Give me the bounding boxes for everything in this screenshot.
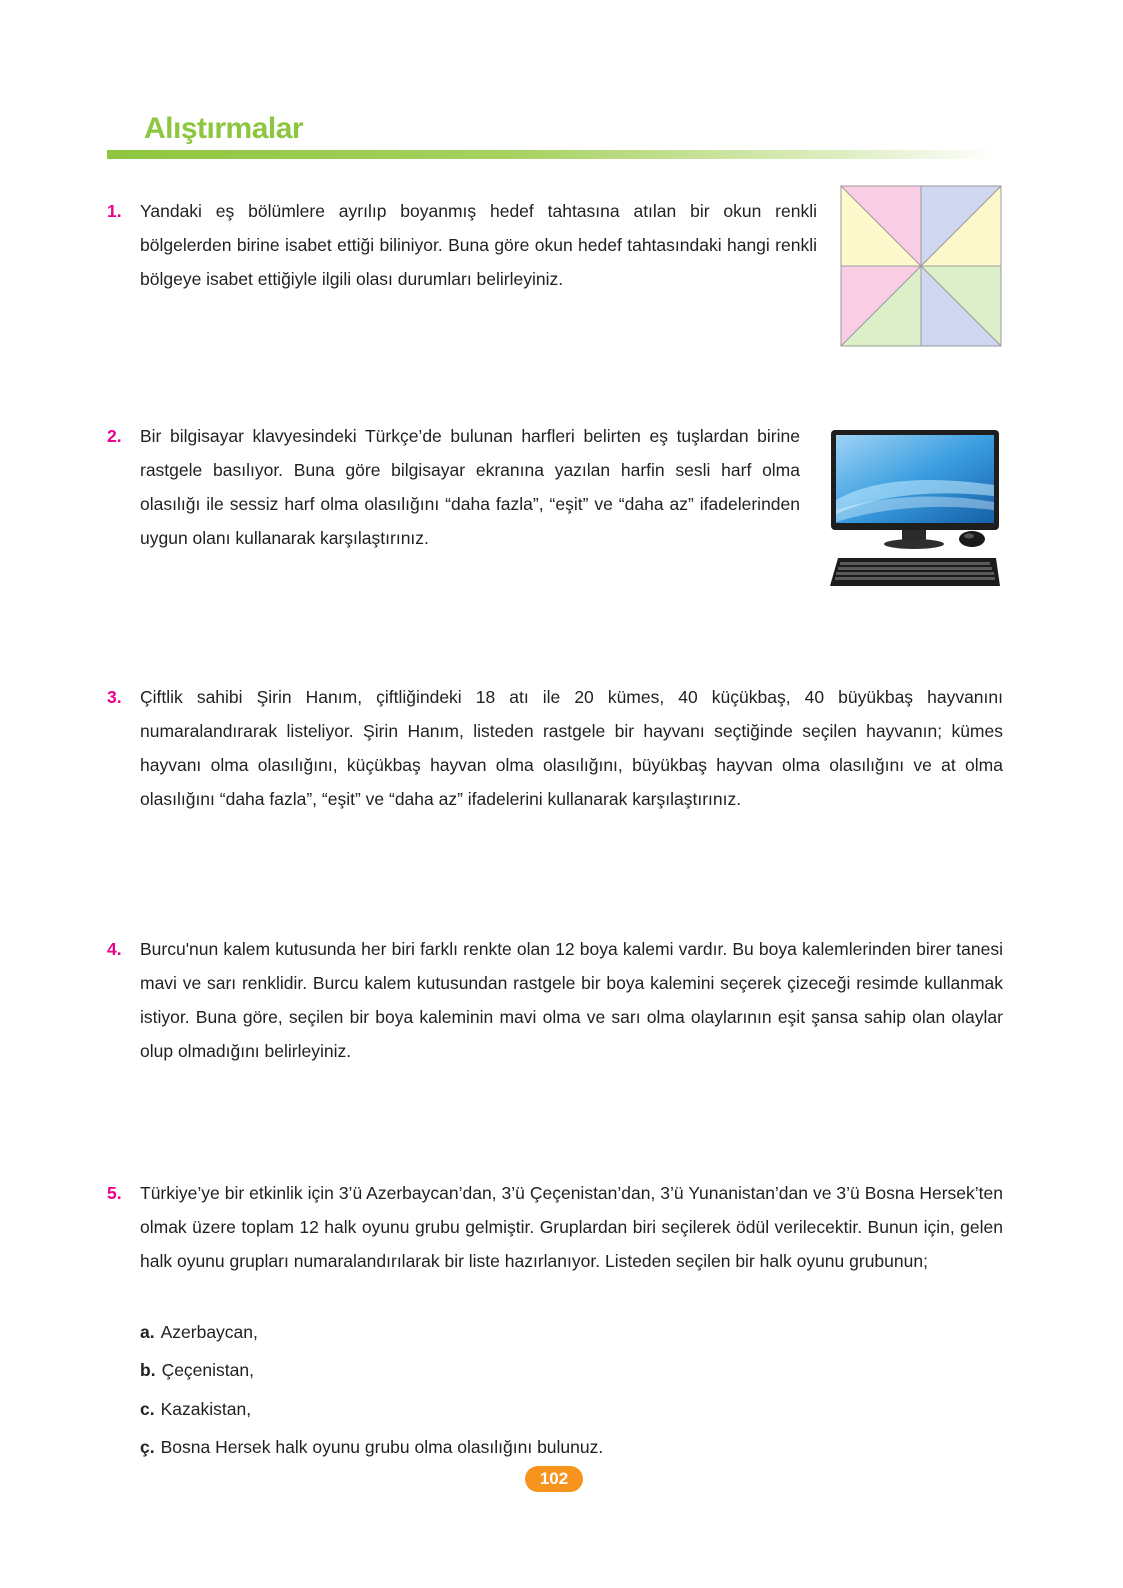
question-1 bbox=[107, 194, 817, 304]
page-title: Alıştırmalar bbox=[144, 112, 304, 145]
option-text: Çeçenistan, bbox=[161, 1360, 254, 1380]
question-2 bbox=[107, 419, 800, 559]
question-text: Yandaki eş bölümlere ayrılıp boyanmış hedef tahtasına atılan bir okun renkli bölgelerden birine isabet ettiği biliniyor. Buna göre okun hedef tahtasındaki hangi renkli bölgeye isabet ettiğiyle ilgili olası durumları belirleyiniz. bbox=[140, 201, 817, 289]
option-a bbox=[140, 1315, 258, 1349]
question-text: Türkiye’ye bir etkinlik için 3’ü Azerbaycan’dan, 3’ü Çeçenistan’dan, 3’ü Yunanistan’dan ve 3’ü Bosna Hersek’ten olmak üzere toplam 12 halk oyunu grubu gelmiştir. Gruplardan biri seçilerek ödül verilecektir. Bunun için, gelen halk oyunu grupları numaralandırılarak bir liste hazırlanıyor. Listeden seçilen bir halk oyunu grubunun; bbox=[140, 1183, 1003, 1271]
question-text: Burcu'nun kalem kutusunda her biri farklı renkte olan 12 boya kalemi vardır. Bu boya kalemlerinden birer tanesi mavi ve sarı renklidir. Burcu kalem kutusundan rastgele bir boya kalemini seçerek çizeceği resimde kullanmak istiyor. Buna göre, seçilen bir boya kaleminin mavi olma ve sarı olma olaylarının eşit şansa sahip olan olaylar olup olmadığını belirleyiniz. bbox=[140, 939, 1003, 1061]
option-label: a. bbox=[140, 1322, 155, 1342]
option-text: Bosna Hersek halk oyunu grubu olma olasılığını bulunuz. bbox=[160, 1437, 604, 1457]
mouse bbox=[959, 531, 985, 547]
question-5 bbox=[107, 1176, 1003, 1316]
computer-image bbox=[828, 430, 1002, 592]
option-b bbox=[140, 1353, 254, 1387]
option-label: ç. bbox=[140, 1437, 155, 1457]
question-text: Bir bilgisayar klavyesindeki Türkçe’de bulunan harfleri belirten eş tuşlardan birine rastgele basılıyor. Buna göre bilgisayar ekranına yazılan harfin sesli harf olma olasılığı ile sessiz harf olma olasılığını “daha fazla”, “eşit” ve “daha az” ifadelerinden uygun olanı kullanarak karşılaştırınız. bbox=[140, 426, 800, 548]
option-text: Kazakistan, bbox=[160, 1399, 252, 1419]
option-text: Azerbaycan, bbox=[160, 1322, 258, 1342]
question-number: 1. bbox=[107, 201, 122, 221]
page-number-badge: 102 bbox=[525, 1466, 583, 1492]
question-text: Çiftlik sahibi Şirin Hanım, çiftliğindeki 18 atı ile 20 kümes, 40 küçükbaş, 40 büyükbaş hayvanını numaralandırarak listeliyor. Şirin Hanım, listeden rastgele bir hayvanı seçtiğinde seçilen hayvanın; kümes hayvanı olma olasılığını, küçükbaş hayvan olma olasılığını, büyükbaş hayvan olma olasılığını ve at olma olasılığını “daha fazla”, “eşit” ve “daha az” ifadelerini kullanarak karşılaştırınız. bbox=[140, 687, 1003, 809]
question-number: 3. bbox=[107, 687, 122, 707]
title-underline bbox=[107, 150, 997, 159]
dart-target-image bbox=[840, 185, 1004, 349]
monitor-base bbox=[884, 539, 944, 549]
question-number: 5. bbox=[107, 1183, 122, 1203]
question-number: 2. bbox=[107, 426, 122, 446]
question-4 bbox=[107, 932, 1003, 1072]
question-number: 4. bbox=[107, 939, 122, 959]
option-label: b. bbox=[140, 1360, 156, 1380]
question-3 bbox=[107, 680, 1003, 820]
option-c-cedilla bbox=[140, 1430, 603, 1464]
option-label: c. bbox=[140, 1399, 155, 1419]
option-c bbox=[140, 1392, 251, 1426]
